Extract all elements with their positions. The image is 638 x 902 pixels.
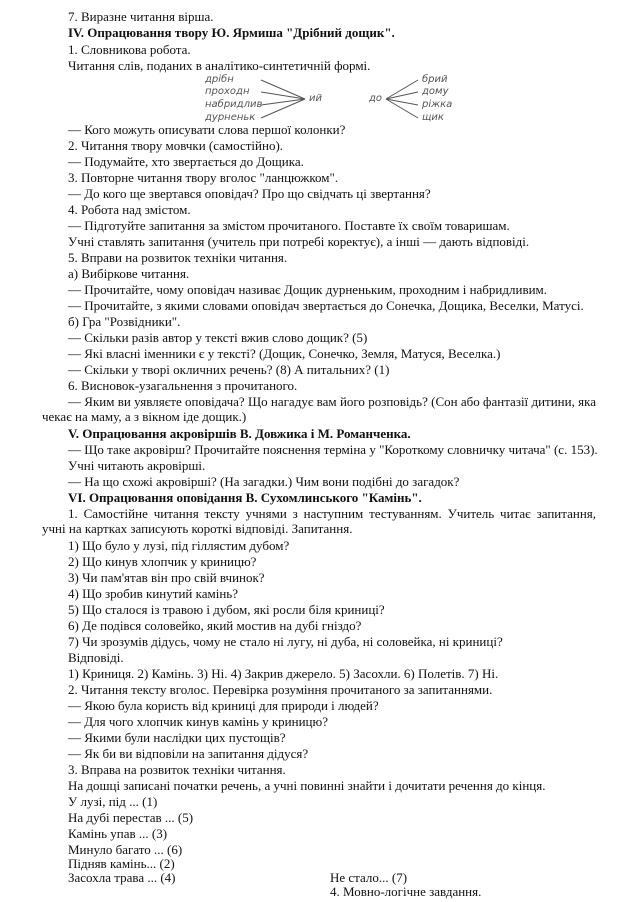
text-line: Відповіді. [68,650,124,665]
text-line: — До кого ще звертався оповідач? Про що свідчать ці звертання? [68,186,431,201]
answers-line: 1) Криниця. 2) Камінь. 3) Ні. 4) Закрив джерело. 5) Засохли. 6) Полетів. 7) Ні. [68,666,499,681]
sentence-start: На дубі перестав ... (5) [68,810,194,825]
text-paragraph: 1. Самостійне читання тексту учнями з наступним тестуванням. Учитель читає запитання, учні на картках записують короткі відповіді. Запитання. [42,506,596,536]
text-line: — Прочитайте, з якими словами оповідач звертається до Сонечка, Дощика, Веселки, Матусі. [68,298,584,313]
diagram-left-word: дрібн [205,74,234,85]
text-line: 2. Читання тексту вголос. Перевірка розуміння прочитаного за запитаннями. [68,682,493,697]
sentence-start: Камінь упав ... (3) [68,826,168,841]
question-item: 4) Що зробив кинутий камінь? [68,586,238,601]
text-line: б) Гра "Розвідники". [68,314,181,329]
text-paragraph: — Яким ви уявляєте оповідача? Що нагадує вам його розповідь? (Сон або фантазії дитини, яка чекає на маму, а з вікном іде дощик.) [42,394,596,424]
diagram-right-word: ріжка [422,99,453,110]
question-item: 3) Чи пам'ятав він про свій вчинок? [68,570,265,585]
text-line: На дошці записані початки речень, а учні повинні знайти і дочитати речення до кінця. [68,778,546,793]
question-item: 1) Що було у лузі, під гіллястим дубом? [68,538,290,553]
question-item: 2) Що кинув хлопчик у криницю? [68,554,257,569]
diagram-suffix: ий [309,93,322,104]
text-line: — На що схожі акровірші? (На загадки.) Чим вони подібні до загадок? [68,474,460,489]
diagram-right-word: дому [422,86,449,97]
question-item: 5) Що сталося із травою і дубом, які росли біля криниці? [68,602,385,617]
text-line: 1. Словникова робота. [68,42,191,57]
diagram-left-word: набридлив [205,99,263,110]
sentence-start: Минуло багато ... (6) [68,842,183,857]
text-line: 5. Вправи на розвиток техніки читання. [68,250,288,265]
text-line: — Для чого хлопчик кинув камінь у криницю? [68,714,328,729]
text-line: 7. Виразне читання вірша. [68,9,214,24]
text-line: Учні читають акровірші. [68,458,206,473]
sentence-start: Засохла трава ... (4) [68,870,176,885]
text-line: — Що таке акровірш? Прочитайте пояснення терміна у "Короткому словничку читача" (с. 153). [68,442,598,457]
text-line: 4. Мовно-логічне завдання. [330,884,482,899]
text-line: — Підготуйте запитання за змістом прочитаного. Поставте їх своїм товаришам. [68,218,510,233]
section-heading: V. Опрацювання акровіршів В. Довжика і М. Романченка. [68,426,411,441]
text-line: — Якими були наслідки цих пустощів? [68,730,286,745]
text-line: — Які власні іменники є у тексті? (Дощик, Сонечко, Земля, Матуся, Веселка.) [68,346,501,361]
text-line: — Якою була користь від криниці для природи і людей? [68,698,379,713]
section-heading: IV. Опрацювання твору Ю. Ярмиша "Дрібний дощик". [68,25,395,40]
question-item: 7) Чи зрозумів дідусь, чому не стало ні лугу, ні дуба, ні соловейка, ні криниці? [68,634,503,649]
text-line: 3. Вправа на розвиток техніки читання. [68,762,286,777]
text-line: — Як би ви відповіли на запитання дідуся? [68,746,309,761]
diagram-left-word: проходн [205,86,250,97]
text-line: 4. Робота над змістом. [68,202,191,217]
text-line: — Подумайте, хто звертається до Дощика. [68,154,304,169]
word-formation-diagram [205,74,455,126]
text-line: — Кого можуть описувати слова першої колонки? [68,122,346,137]
text-line: — Скільки разів автор у тексті вжив слово дощик? (5) [68,330,368,345]
text-line: 6. Висновок-узагальнення з прочитаного. [68,378,298,393]
sentence-start: Не стало... (7) [330,870,408,885]
section-heading: VI. Опрацювання оповідання В. Сухомлинського "Камінь". [68,490,422,505]
question-item: 6) Де подівся соловейко, який мостив на дубі гніздо? [68,618,362,633]
diagram-left-word: дурненьк [205,112,256,123]
text-line: а) Вибіркове читання. [68,266,190,281]
text-line: — Прочитайте, чому оповідач називає Дощик дурненьким, проходним і набридливим. [68,282,548,297]
text-line: Учні ставлять запитання (учитель при потребі коректує), а інші — дають відповіді. [68,234,530,249]
text-line: 2. Читання твору мовчки (самостійно). [68,138,284,153]
diagram-prefix: до [369,93,383,104]
text-line: Читання слів, поданих в аналітико-синтетичній формі. [68,58,371,73]
diagram-right-word: щик [422,112,444,123]
diagram-right-word: брий [422,74,448,85]
text-line: 3. Повторне читання твору вголос "ланцюжком". [68,170,339,185]
sentence-start: Підняв камінь... (2) [68,856,175,871]
sentence-start: У лузі, під ... (1) [68,794,158,809]
text-line: — Скільки у творі окличних речень? (8) А питальних? (1) [68,362,390,377]
